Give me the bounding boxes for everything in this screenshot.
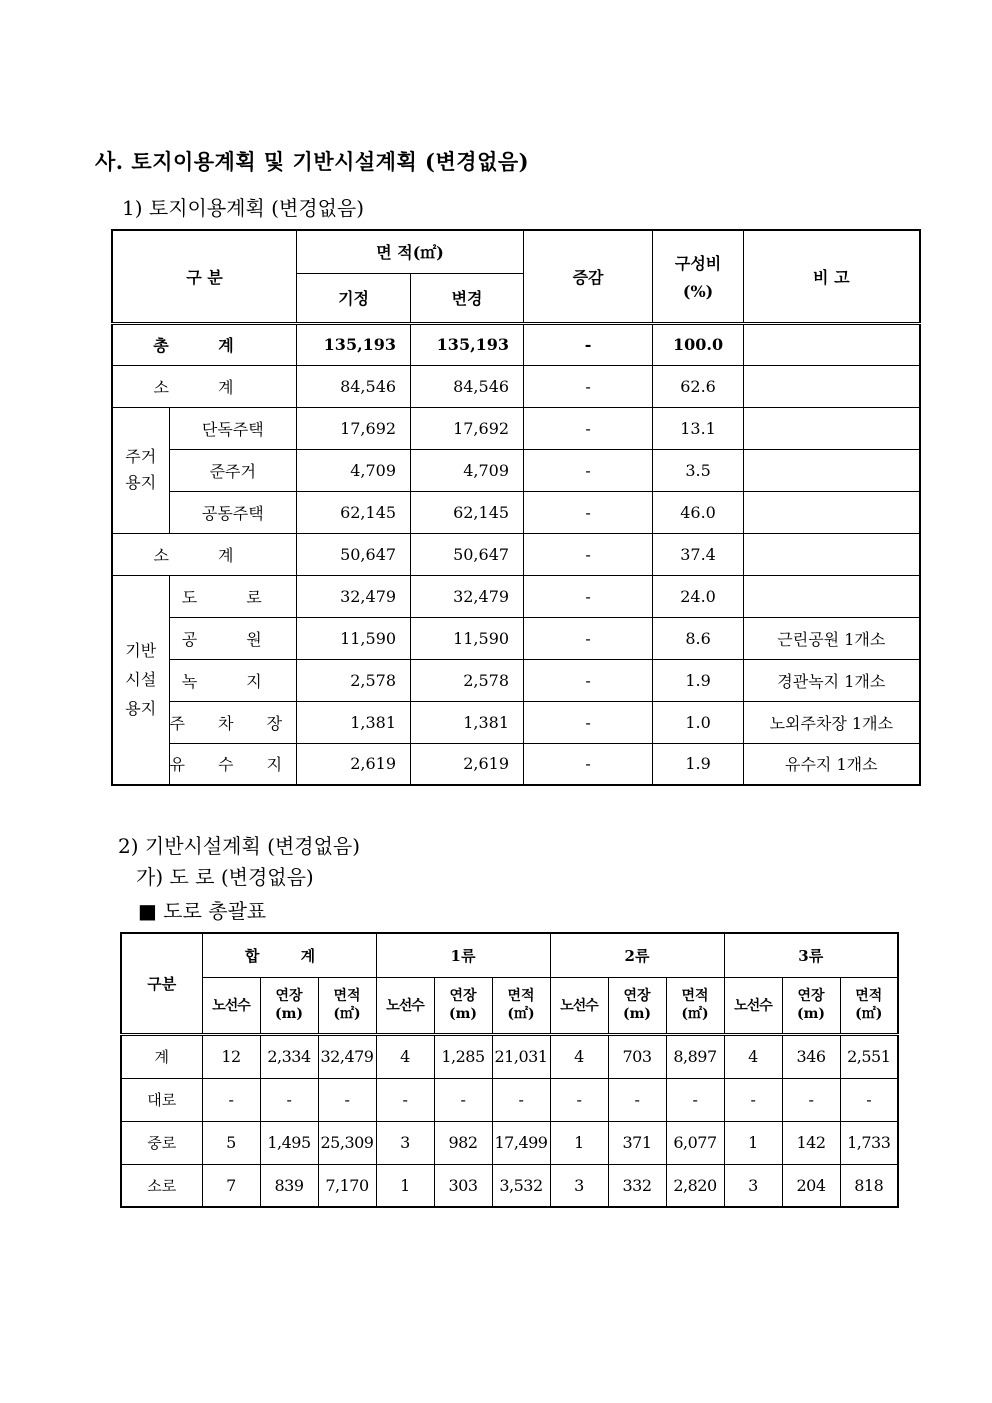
section-title: 사. 토지이용계획 및 기반시설계획 (변경없음): [95, 149, 530, 174]
cell-ratio: 13.1: [653, 407, 744, 449]
cell-note: [744, 491, 920, 533]
cell-change: -: [524, 449, 653, 491]
cell-note: [744, 365, 920, 407]
cell-change: -: [524, 617, 653, 659]
header-area: 면 적(㎡): [297, 230, 524, 273]
road-cell: 332: [608, 1164, 666, 1207]
road-cell: -: [318, 1078, 376, 1121]
cell-changed: 62,145: [411, 491, 524, 533]
header-category: 구 분: [112, 230, 297, 323]
road-cell: 818: [840, 1164, 898, 1207]
road-cell: 346: [782, 1034, 840, 1078]
road-header-count: 노선수: [202, 977, 260, 1034]
road-cell: 7,170: [318, 1164, 376, 1207]
road-header-count: 노선수: [724, 977, 782, 1034]
road-cell: -: [608, 1078, 666, 1121]
table-row: [112, 575, 920, 617]
road-cell: -: [840, 1078, 898, 1121]
cell-changed: 50,647: [411, 533, 524, 575]
table-row: [121, 1121, 898, 1164]
road-cell: 3: [724, 1164, 782, 1207]
cell-changed: 11,590: [411, 617, 524, 659]
cell-existing: 2,578: [297, 659, 411, 701]
road-cell: 4: [724, 1034, 782, 1078]
cell-note: 근린공원 1개소: [744, 617, 920, 659]
cell-changed: 32,479: [411, 575, 524, 617]
row-label: 공 원: [169, 617, 297, 659]
road-header-class1: 1류: [376, 933, 550, 977]
group-residential: 주거 용지: [112, 407, 169, 533]
road-cell: 839: [260, 1164, 318, 1207]
road-cell: 8,897: [666, 1034, 724, 1078]
land-use-subtitle: 1) 토지이용계획 (변경없음): [122, 196, 365, 220]
cell-note: [744, 575, 920, 617]
road-cell: 1: [376, 1164, 434, 1207]
cell-ratio: 24.0: [653, 575, 744, 617]
header-change: 증감: [524, 230, 653, 323]
cell-note: 유수지 1개소: [744, 743, 920, 785]
cell-change: -: [524, 743, 653, 785]
cell-note: [744, 533, 920, 575]
road-cell: 21,031: [492, 1034, 550, 1078]
road-header-class2: 2류: [550, 933, 724, 977]
cell-change: -: [524, 575, 653, 617]
table-row: [112, 743, 920, 785]
road-cell: 982: [434, 1121, 492, 1164]
cell-ratio: 8.6: [653, 617, 744, 659]
road-cell: 3,532: [492, 1164, 550, 1207]
road-cell: 3: [376, 1121, 434, 1164]
row-label: 유 수 지: [169, 743, 297, 785]
cell-ratio: 1.0: [653, 701, 744, 743]
cell-changed: 1,381: [411, 701, 524, 743]
road-cell: -: [260, 1078, 318, 1121]
road-cell: 1,495: [260, 1121, 318, 1164]
road-header-area: 면적 (㎡): [492, 977, 550, 1034]
infrastructure-subtitle: 2) 기반시설계획 (변경없음): [118, 834, 361, 858]
table-row: [112, 533, 920, 575]
cell-change: -: [524, 323, 653, 365]
road-cell: 4: [376, 1034, 434, 1078]
cell-existing: 1,381: [297, 701, 411, 743]
road-header-area: 면적 (㎡): [318, 977, 376, 1034]
road-header-area: 면적 (㎡): [666, 977, 724, 1034]
road-row-label: 계: [121, 1034, 202, 1078]
road-header-length: 연장 (m): [260, 977, 318, 1034]
row-label: 소 계: [112, 365, 297, 407]
road-header-total: 합 계: [202, 933, 376, 977]
road-cell: 2,334: [260, 1034, 318, 1078]
road-cell: 12: [202, 1034, 260, 1078]
row-label: 녹 지: [169, 659, 297, 701]
road-cell: 1,733: [840, 1121, 898, 1164]
cell-ratio: 37.4: [653, 533, 744, 575]
cell-change: -: [524, 365, 653, 407]
cell-note: [744, 407, 920, 449]
road-cell: -: [492, 1078, 550, 1121]
road-cell: 142: [782, 1121, 840, 1164]
header-ratio: [653, 230, 744, 323]
road-row-label: 소로: [121, 1164, 202, 1207]
cell-ratio: 1.9: [653, 743, 744, 785]
cell-existing: 135,193: [297, 323, 411, 365]
road-cell: 703: [608, 1034, 666, 1078]
table-row: [112, 449, 920, 491]
road-cell: 5: [202, 1121, 260, 1164]
road-header-count: 노선수: [550, 977, 608, 1034]
cell-change: -: [524, 659, 653, 701]
road-row-label: 중로: [121, 1121, 202, 1164]
road-header-length: 연장 (m): [434, 977, 492, 1034]
row-label: 주 차 장: [169, 701, 297, 743]
table-row: [121, 1164, 898, 1207]
road-header-area: 면적 (㎡): [840, 977, 898, 1034]
road-cell: 17,499: [492, 1121, 550, 1164]
road-cell: 303: [434, 1164, 492, 1207]
road-header-length: 연장 (m): [608, 977, 666, 1034]
row-label: 도 로: [169, 575, 297, 617]
cell-changed: 2,578: [411, 659, 524, 701]
cell-existing: 4,709: [297, 449, 411, 491]
table-row: [112, 659, 920, 701]
cell-existing: 2,619: [297, 743, 411, 785]
cell-changed: 135,193: [411, 323, 524, 365]
road-cell: -: [782, 1078, 840, 1121]
road-header-class3: 3류: [724, 933, 898, 977]
road-cell: 2,820: [666, 1164, 724, 1207]
row-label: 총 계: [112, 323, 297, 365]
header-ratio-unit: (%): [682, 282, 714, 302]
table-row: [112, 701, 920, 743]
table-row: [121, 1078, 898, 1121]
cell-changed: 2,619: [411, 743, 524, 785]
land-use-table: [111, 229, 921, 786]
road-cell: 1,285: [434, 1034, 492, 1078]
road-cell: 3: [550, 1164, 608, 1207]
road-cell: 25,309: [318, 1121, 376, 1164]
cell-note: 경관녹지 1개소: [744, 659, 920, 701]
cell-change: -: [524, 533, 653, 575]
cell-change: -: [524, 407, 653, 449]
road-row-label: 대로: [121, 1078, 202, 1121]
road-cell: 32,479: [318, 1034, 376, 1078]
road-cell: -: [666, 1078, 724, 1121]
road-header-category: 구분: [121, 933, 202, 1034]
road-cell: -: [202, 1078, 260, 1121]
cell-note: [744, 323, 920, 365]
road-header-count: 노선수: [376, 977, 434, 1034]
header-note: 비 고: [744, 230, 920, 323]
cell-existing: 50,647: [297, 533, 411, 575]
cell-note: 노외주차장 1개소: [744, 701, 920, 743]
row-label: 단독주택: [169, 407, 297, 449]
cell-existing: 62,145: [297, 491, 411, 533]
cell-ratio: 46.0: [653, 491, 744, 533]
group-infrastructure: 기반 시설 용지: [112, 575, 169, 785]
cell-ratio: 100.0: [653, 323, 744, 365]
road-cell: 6,077: [666, 1121, 724, 1164]
road-header-length: 연장 (m): [782, 977, 840, 1034]
cell-existing: 84,546: [297, 365, 411, 407]
table-row: [112, 323, 920, 365]
road-subtitle: 가) 도 로 (변경없음): [136, 865, 314, 889]
road-cell: 371: [608, 1121, 666, 1164]
table-row: [112, 491, 920, 533]
road-cell: -: [434, 1078, 492, 1121]
cell-ratio: 62.6: [653, 365, 744, 407]
cell-ratio: 1.9: [653, 659, 744, 701]
road-cell: 1: [724, 1121, 782, 1164]
road-cell: 204: [782, 1164, 840, 1207]
road-cell: 1: [550, 1121, 608, 1164]
table-row: [112, 365, 920, 407]
road-cell: 4: [550, 1034, 608, 1078]
table-row: [112, 617, 920, 659]
road-cell: -: [550, 1078, 608, 1121]
road-cell: 2,551: [840, 1034, 898, 1078]
row-label: 공동주택: [169, 491, 297, 533]
header-existing: 기정: [297, 273, 411, 323]
header-changed: 변경: [411, 273, 524, 323]
road-summary-title: ■ 도로 총괄표: [138, 899, 267, 923]
cell-changed: 17,692: [411, 407, 524, 449]
header-ratio-label: 구성비: [674, 254, 722, 274]
table-row: [121, 1034, 898, 1078]
row-label: 소 계: [112, 533, 297, 575]
road-summary-table: [120, 932, 899, 1208]
cell-existing: 11,590: [297, 617, 411, 659]
cell-change: -: [524, 491, 653, 533]
cell-changed: 4,709: [411, 449, 524, 491]
cell-existing: 17,692: [297, 407, 411, 449]
cell-change: -: [524, 701, 653, 743]
cell-ratio: 3.5: [653, 449, 744, 491]
cell-existing: 32,479: [297, 575, 411, 617]
cell-changed: 84,546: [411, 365, 524, 407]
row-label: 준주거: [169, 449, 297, 491]
cell-note: [744, 449, 920, 491]
table-row: [112, 407, 920, 449]
road-cell: -: [376, 1078, 434, 1121]
road-cell: -: [724, 1078, 782, 1121]
road-cell: 7: [202, 1164, 260, 1207]
